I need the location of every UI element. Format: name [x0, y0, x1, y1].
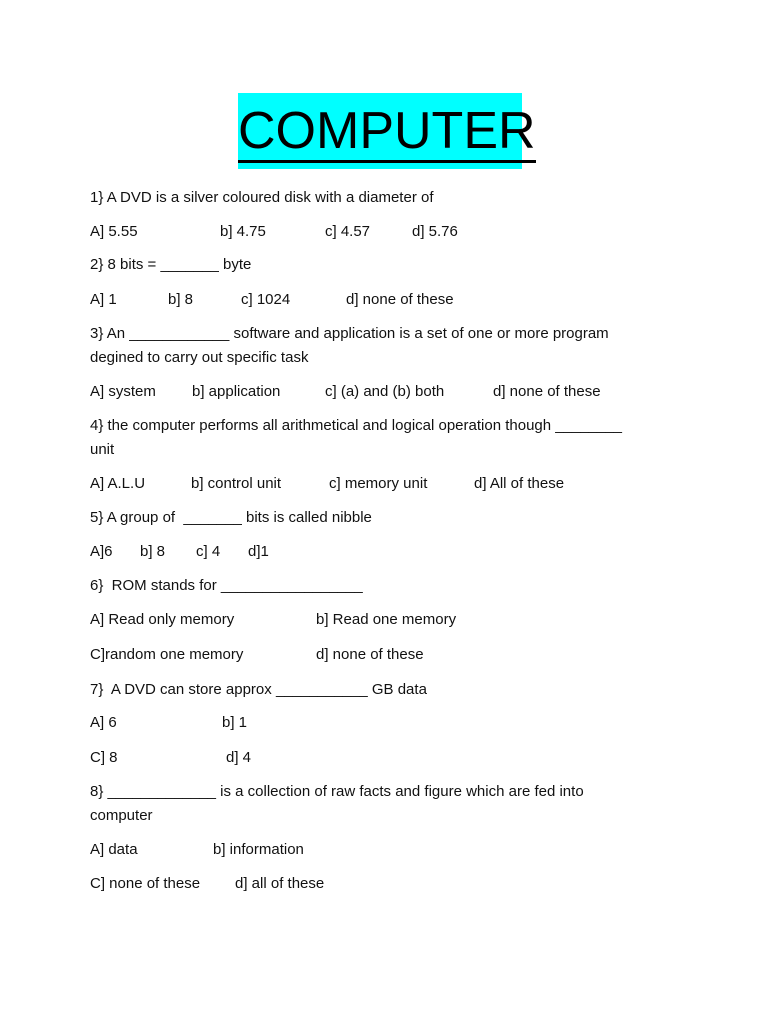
- q5-option-d: d]1: [248, 543, 269, 560]
- q3-option-c: c] (a) and (b) both: [325, 383, 445, 400]
- q8-option-c: C] none of these: [90, 875, 201, 892]
- q3-option-a: A] system: [90, 383, 156, 400]
- q2-option-a: A] 1: [90, 291, 117, 308]
- question-5-text: 5} A group of _______ bits is called nibble: [90, 509, 372, 526]
- question-7-text: 7} A DVD can store approx ___________ GB data: [90, 681, 427, 698]
- question-3-text: 3} An ____________ software and application is a set of one or more program: [90, 325, 609, 342]
- q4-option-a: A] A.L.U: [90, 475, 146, 492]
- q4-option-c: c] memory unit: [329, 475, 428, 492]
- question-4-text: 4} the computer performs all arithmetical and logical operation though ________: [90, 417, 623, 434]
- q7-option-a: A] 6: [90, 714, 117, 731]
- q5-option-a: A]6: [90, 543, 113, 560]
- q7-option-d: d] 4: [226, 749, 252, 766]
- q8-option-d: d] all of these: [235, 875, 325, 892]
- question-8-text-cont: computer: [90, 807, 153, 824]
- question-6-text: 6} ROM stands for _________________: [90, 577, 363, 594]
- q8-option-a: A] data: [90, 841, 138, 858]
- q2-option-d: d] none of these: [346, 291, 454, 308]
- title-banner: [238, 93, 536, 169]
- q1-option-a: A] 5.55: [90, 223, 138, 240]
- q6-option-d: d] none of these: [316, 646, 424, 663]
- q1-option-c: c] 4.57: [325, 223, 371, 240]
- q1-option-b: b] 4.75: [220, 223, 266, 240]
- q5-option-c: c] 4: [196, 543, 221, 560]
- q2-option-c: c] 1024: [241, 291, 291, 308]
- q6-option-a: A] Read only memory: [90, 611, 235, 628]
- q1-option-d: d] 5.76: [412, 223, 458, 240]
- question-1-text: 1} A DVD is a silver coloured disk with a diameter of: [90, 189, 434, 206]
- question-8-text: 8} _____________ is a collection of raw facts and figure which are fed into: [90, 783, 584, 800]
- q4-option-b: b] control unit: [191, 475, 282, 492]
- q7-option-c: C] 8: [90, 749, 118, 766]
- q7-option-b: b] 1: [222, 714, 248, 731]
- q4-option-d: d] All of these: [474, 475, 565, 492]
- q2-option-b: b] 8: [168, 291, 194, 308]
- q5-option-b: b] 8: [140, 543, 166, 560]
- question-4-text-cont: unit: [90, 441, 115, 458]
- q6-option-b: b] Read one memory: [316, 611, 457, 628]
- q8-option-b: b] information: [213, 841, 304, 858]
- q3-option-d: d] none of these: [493, 383, 601, 400]
- q3-option-b: b] application: [192, 383, 281, 400]
- question-3-text-cont: degined to carry out specific task: [90, 349, 309, 366]
- question-2-text: 2} 8 bits = _______ byte: [90, 256, 252, 273]
- q6-option-c: C]random one memory: [90, 646, 244, 663]
- page-title: COMPUTER: [238, 102, 536, 163]
